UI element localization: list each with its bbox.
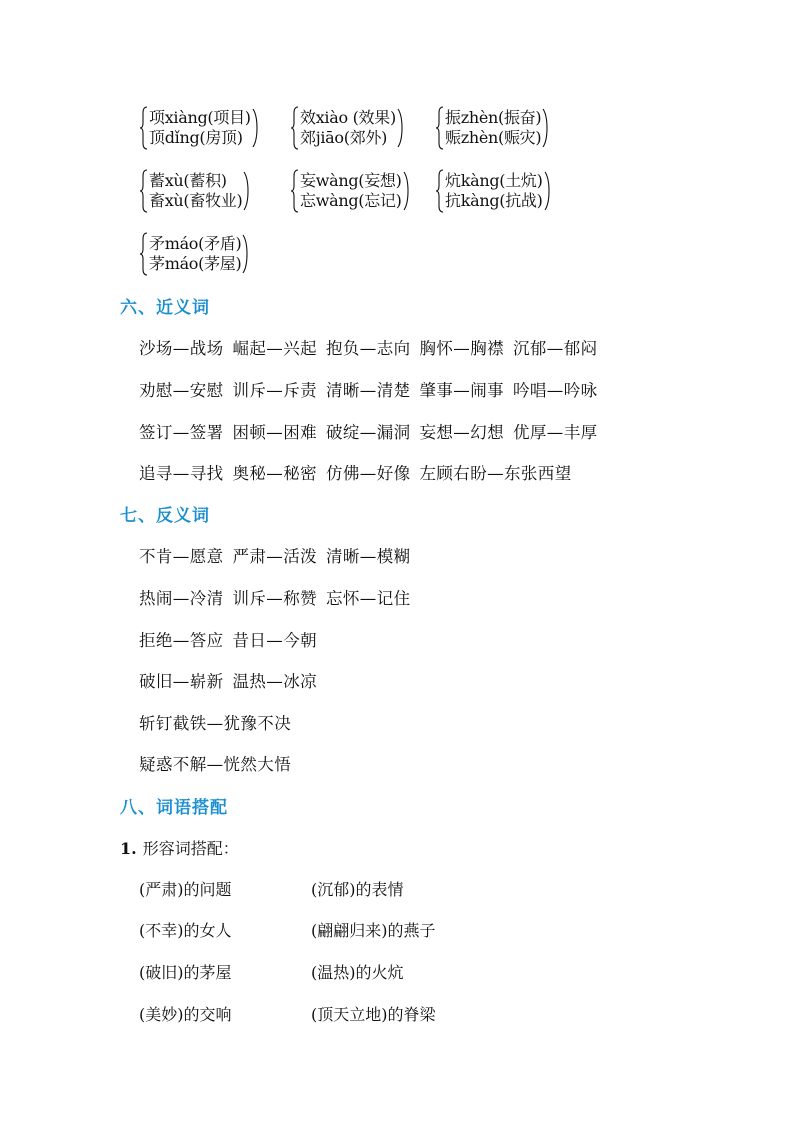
- word-pair: 仿佛—好像: [326, 464, 411, 483]
- word-pair: 困顿—困难: [232, 423, 317, 442]
- word-pair: 破旧—崭新: [139, 672, 224, 691]
- collocation-item: (温热)的火炕: [311, 963, 404, 982]
- section-heading-collocation: 八、词语搭配: [120, 798, 228, 818]
- word-pair: 劝慰—安慰: [139, 381, 224, 400]
- collocation-item: (翩翩归来)的燕子: [311, 921, 436, 940]
- synonym-row: [139, 460, 581, 484]
- pinyin-group: [436, 168, 550, 214]
- word-pair: 斩钉截铁—犹豫不决: [139, 714, 292, 733]
- word-pair: 破绽—漏洞: [326, 423, 411, 442]
- word-pair: 清晰—模糊: [326, 547, 411, 566]
- word-pair: 胸怀—胸襟: [419, 339, 504, 358]
- pinyin-group: [140, 105, 258, 151]
- pinyin-line: 项xiàng(项目): [149, 108, 251, 127]
- word-pair: 严肃—活泼: [232, 547, 317, 566]
- pinyin-line: 矛máo(矛盾): [149, 234, 242, 253]
- collocation-item: (顶天立地)的脊梁: [311, 1005, 436, 1024]
- word-pair: 奥秘—秘密: [232, 464, 317, 483]
- pinyin-group: [436, 105, 548, 151]
- word-pair: 疑惑不解—恍然大悟: [139, 755, 292, 774]
- word-pair: 拒绝—答应: [139, 631, 224, 650]
- pinyin-line: 赈zhèn(赈灾): [445, 128, 542, 147]
- synonym-row: [139, 419, 607, 443]
- antonym-row: [139, 543, 420, 567]
- word-pair: 训斥—斥责: [232, 381, 317, 400]
- word-pair: 昔日—今朝: [232, 631, 317, 650]
- word-pair: 沙场—战场: [139, 339, 224, 358]
- collocation-item: (破旧)的茅屋: [139, 963, 232, 982]
- section-heading-antonyms: 七、反义词: [120, 506, 210, 526]
- word-pair: 追寻—寻找: [139, 464, 224, 483]
- pinyin-line: 顶dǐng(房顶): [149, 128, 243, 147]
- pinyin-line: 郊jiāo(郊外): [300, 128, 388, 147]
- pinyin-line: 抗kàng(抗战): [445, 191, 543, 210]
- pinyin-line: 炕kàng(土炕): [445, 171, 543, 190]
- word-pair: 训斥—称赞: [232, 589, 317, 608]
- pinyin-line: 畜xù(畜牧业): [149, 191, 243, 210]
- word-pair: 崛起—兴起: [232, 339, 317, 358]
- pinyin-group: [140, 231, 248, 277]
- word-pair: 肇事—闹事: [419, 381, 504, 400]
- word-pair: 不肯—愿意: [139, 547, 224, 566]
- word-pair: 清晰—清楚: [326, 381, 411, 400]
- word-pair: 沉郁—郁闷: [513, 339, 598, 358]
- pinyin-group: [140, 168, 249, 214]
- antonym-row: [139, 668, 326, 692]
- pinyin-line: 忘wàng(忘记): [300, 191, 402, 210]
- pinyin-line: 蓄xù(蓄积): [149, 171, 227, 190]
- collocation-item: (严肃)的问题: [139, 880, 232, 899]
- word-pair: 妄想—幻想: [419, 423, 504, 442]
- pinyin-line: 效xiào (效果): [300, 108, 396, 127]
- pinyin-line: 茅máo(茅屋): [149, 254, 242, 273]
- synonym-row: [139, 377, 607, 401]
- pinyin-line: 振zhèn(振奋): [445, 108, 542, 127]
- pinyin-group: [291, 168, 409, 214]
- antonym-row: [139, 627, 326, 651]
- subsection-title: [120, 836, 239, 859]
- word-pair: 抱负—志向: [326, 339, 411, 358]
- collocation-item: (美妙)的交响: [139, 1005, 232, 1024]
- pinyin-group: [291, 105, 403, 151]
- word-pair: 左顾右盼—东张西望: [419, 464, 572, 483]
- pinyin-line: 妄wàng(妄想): [300, 171, 402, 190]
- antonym-row: [139, 710, 300, 734]
- subsection-number: 1.: [120, 839, 137, 858]
- word-pair: 热闹—冷清: [139, 589, 224, 608]
- word-pair: 温热—冰凉: [232, 672, 317, 691]
- word-pair: 吟唱—吟咏: [513, 381, 598, 400]
- word-pair: 签订—签署: [139, 423, 224, 442]
- word-pair: 忘怀—记住: [326, 589, 411, 608]
- word-pair: 优厚—丰厚: [513, 423, 598, 442]
- synonym-row: [139, 335, 607, 359]
- collocation-item: (不幸)的女人: [139, 921, 232, 940]
- antonym-row: [139, 751, 300, 775]
- collocation-item: (沉郁)的表情: [311, 880, 404, 899]
- section-heading-synonyms: 六、近义词: [120, 298, 210, 318]
- antonym-row: [139, 585, 420, 609]
- subsection-label: 形容词搭配：: [142, 839, 239, 858]
